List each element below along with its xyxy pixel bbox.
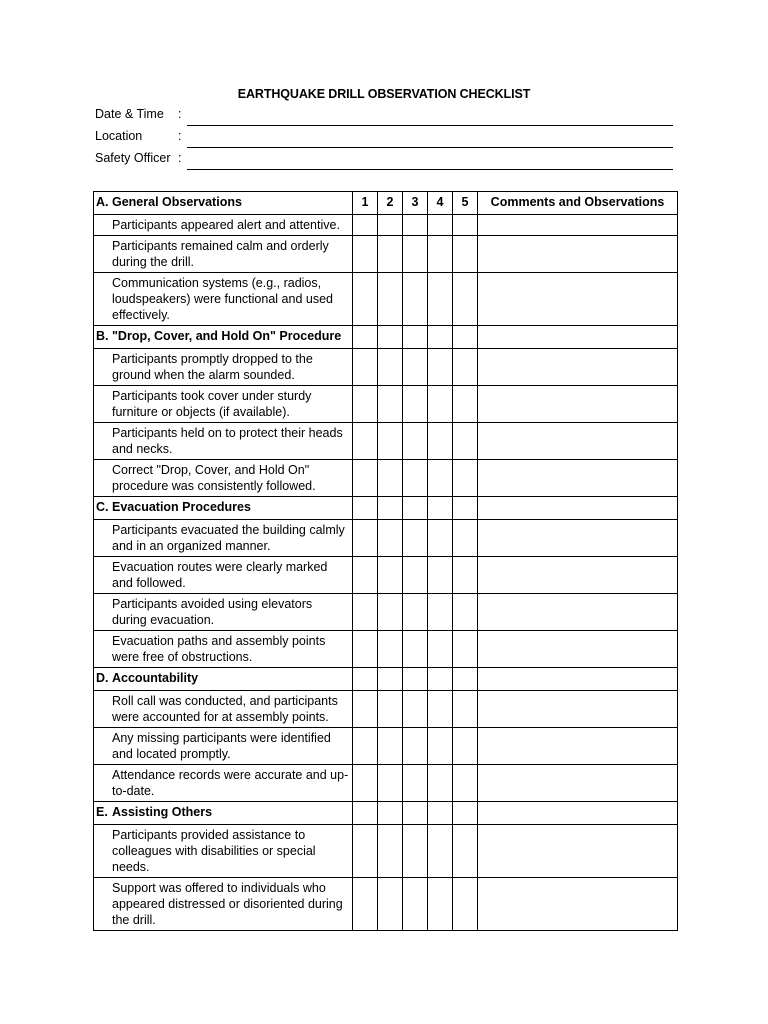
rating-cell-2[interactable]	[378, 460, 403, 497]
checklist-item-text: Participants provided assistance to colleagues with disabilities or special needs.	[94, 825, 353, 878]
rating-cell-5[interactable]	[453, 631, 478, 668]
rating-cell-3[interactable]	[403, 273, 428, 326]
rating-cell-3[interactable]	[403, 349, 428, 386]
rating-cell-1[interactable]	[353, 631, 378, 668]
section-title: "Drop, Cover, and Hold On" Procedure	[112, 329, 342, 343]
rating-cell-4[interactable]	[428, 728, 453, 765]
checklist-item-text: Participants appeared alert and attentive.	[94, 215, 353, 236]
safety-officer-field	[95, 151, 673, 173]
rating-cell-4[interactable]	[428, 423, 453, 460]
rating-cell-4[interactable]	[428, 273, 453, 326]
rating-cell-3[interactable]	[403, 386, 428, 423]
checklist-item-row	[94, 236, 678, 273]
section-title: Assisting Others	[112, 805, 213, 819]
checklist-table	[93, 191, 678, 931]
section-letter: E.	[96, 805, 108, 819]
section-row	[94, 802, 678, 825]
section-row	[94, 326, 678, 349]
rating-cell-2[interactable]	[378, 728, 403, 765]
rating-cell-2[interactable]	[378, 878, 403, 931]
checklist-item-text: Any missing participants were identified and located promptly.	[94, 728, 353, 765]
rating-cell-4[interactable]	[428, 594, 453, 631]
rating-cell	[428, 668, 453, 691]
rating-cell-1[interactable]	[353, 557, 378, 594]
rating-cell-1[interactable]	[353, 765, 378, 802]
checklist-item-text: Participants held on to protect their heads and necks.	[94, 423, 353, 460]
comments-cell[interactable]	[478, 631, 678, 668]
checklist-item-text: Communication systems (e.g., radios, loudspeakers) were functional and used effectively.	[94, 273, 353, 326]
rating-cell-5[interactable]	[453, 423, 478, 460]
comments-cell[interactable]	[478, 215, 678, 236]
section-title: Accountability	[112, 671, 199, 685]
rating-cell-4[interactable]	[428, 557, 453, 594]
rating-cell	[353, 326, 378, 349]
rating-cell-3[interactable]	[403, 878, 428, 931]
checklist-item-row	[94, 386, 678, 423]
comments-cell	[478, 326, 678, 349]
rating-cell-2[interactable]	[378, 215, 403, 236]
date-time-line	[187, 125, 673, 126]
comments-cell[interactable]	[478, 594, 678, 631]
location-field	[95, 129, 673, 151]
checklist-item-text: Participants took cover under sturdy furniture or objects (if available).	[94, 386, 353, 423]
comments-cell[interactable]	[478, 825, 678, 878]
checklist-item-row	[94, 460, 678, 497]
rating-cell-5[interactable]	[453, 825, 478, 878]
rating-cell-1[interactable]	[353, 423, 378, 460]
rating-cell-1[interactable]	[353, 728, 378, 765]
rating-cell-3[interactable]	[403, 728, 428, 765]
rating-cell-1[interactable]	[353, 273, 378, 326]
rating-cell-4[interactable]	[428, 878, 453, 931]
rating-cell-2[interactable]	[378, 349, 403, 386]
rating-cell-2[interactable]	[378, 423, 403, 460]
rating-cell	[353, 497, 378, 520]
rating-cell-3[interactable]	[403, 631, 428, 668]
rating-cell-5[interactable]	[453, 728, 478, 765]
rating-header-5: 5	[453, 192, 478, 215]
rating-cell	[378, 668, 403, 691]
document-title: EARTHQUAKE DRILL OBSERVATION CHECKLIST	[237, 87, 531, 101]
rating-cell-4[interactable]	[428, 460, 453, 497]
rating-cell-2[interactable]	[378, 631, 403, 668]
checklist-item-text: Evacuation paths and assembly points were free of obstructions.	[94, 631, 353, 668]
section-row	[94, 497, 678, 520]
rating-cell-4[interactable]	[428, 349, 453, 386]
comments-cell	[478, 802, 678, 825]
location-line	[187, 147, 673, 148]
comments-cell[interactable]	[478, 691, 678, 728]
comments-cell[interactable]	[478, 236, 678, 273]
rating-cell-5[interactable]	[453, 878, 478, 931]
date-time-colon: :	[178, 107, 182, 121]
rating-cell-3[interactable]	[403, 825, 428, 878]
checklist-item-row	[94, 423, 678, 460]
rating-cell	[403, 326, 428, 349]
comments-cell[interactable]	[478, 728, 678, 765]
rating-cell	[403, 497, 428, 520]
section-title: Evacuation Procedures	[112, 500, 251, 514]
rating-cell-1[interactable]	[353, 520, 378, 557]
rating-cell-1[interactable]	[353, 878, 378, 931]
rating-cell-3[interactable]	[403, 236, 428, 273]
checklist-item-row	[94, 349, 678, 386]
date-time-label: Date & Time	[95, 107, 164, 121]
rating-cell-3[interactable]	[403, 423, 428, 460]
location-colon: :	[178, 129, 182, 143]
comments-cell[interactable]	[478, 765, 678, 802]
rating-cell-4[interactable]	[428, 691, 453, 728]
rating-cell-4[interactable]	[428, 765, 453, 802]
rating-cell-2[interactable]	[378, 386, 403, 423]
comments-cell[interactable]	[478, 520, 678, 557]
section-title-cell	[94, 802, 353, 825]
rating-cell-5[interactable]	[453, 691, 478, 728]
checklist-item-text: Support was offered to individuals who appeared distressed or disoriented during the drill.	[94, 878, 353, 931]
rating-cell-3[interactable]	[403, 557, 428, 594]
rating-cell-5[interactable]	[453, 520, 478, 557]
comments-cell[interactable]	[478, 386, 678, 423]
section-title: General Observations	[112, 195, 242, 209]
checklist-body	[94, 192, 678, 931]
rating-cell-1[interactable]	[353, 349, 378, 386]
rating-cell-2[interactable]	[378, 825, 403, 878]
checklist-item-row	[94, 520, 678, 557]
rating-cell-4[interactable]	[428, 386, 453, 423]
checklist-item-text: Participants avoided using elevators during evacuation.	[94, 594, 353, 631]
comments-cell[interactable]	[478, 349, 678, 386]
rating-cell-1[interactable]	[353, 691, 378, 728]
rating-cell	[453, 326, 478, 349]
rating-cell-1[interactable]	[353, 386, 378, 423]
section-title-cell	[94, 192, 353, 215]
rating-cell-5[interactable]	[453, 557, 478, 594]
rating-cell-5[interactable]	[453, 273, 478, 326]
rating-cell-5[interactable]	[453, 594, 478, 631]
safety-officer-label: Safety Officer	[95, 151, 171, 165]
rating-cell-5[interactable]	[453, 236, 478, 273]
checklist-item-text: Evacuation routes were clearly marked and followed.	[94, 557, 353, 594]
rating-cell-3[interactable]	[403, 594, 428, 631]
section-title-cell	[94, 326, 353, 349]
rating-cell-5[interactable]	[453, 386, 478, 423]
rating-cell-3[interactable]	[403, 520, 428, 557]
rating-header-4: 4	[428, 192, 453, 215]
rating-cell	[453, 802, 478, 825]
rating-cell-5[interactable]	[453, 460, 478, 497]
checklist-item-row	[94, 631, 678, 668]
rating-cell-1[interactable]	[353, 236, 378, 273]
rating-cell-2[interactable]	[378, 520, 403, 557]
rating-cell-1[interactable]	[353, 215, 378, 236]
rating-cell-3[interactable]	[403, 460, 428, 497]
checklist-item-row	[94, 594, 678, 631]
rating-cell	[353, 668, 378, 691]
location-label: Location	[95, 129, 143, 143]
section-letter: D.	[96, 671, 109, 685]
rating-cell	[378, 497, 403, 520]
comments-cell	[478, 668, 678, 691]
rating-cell	[428, 326, 453, 349]
checklist-item-row	[94, 825, 678, 878]
section-letter: B.	[96, 329, 109, 343]
checklist-item-text: Participants evacuated the building calmly and in an organized manner.	[94, 520, 353, 557]
rating-cell	[353, 802, 378, 825]
rating-cell-2[interactable]	[378, 765, 403, 802]
rating-cell-5[interactable]	[453, 349, 478, 386]
rating-cell-1[interactable]	[353, 594, 378, 631]
rating-cell-3[interactable]	[403, 691, 428, 728]
rating-cell	[378, 802, 403, 825]
section-letter: A.	[96, 195, 109, 209]
rating-cell-4[interactable]	[428, 520, 453, 557]
section-title-cell	[94, 668, 353, 691]
rating-cell-4[interactable]	[428, 631, 453, 668]
rating-cell	[403, 668, 428, 691]
rating-cell-1[interactable]	[353, 825, 378, 878]
checklist-item-row	[94, 557, 678, 594]
comments-cell	[478, 497, 678, 520]
rating-cell-3[interactable]	[403, 765, 428, 802]
rating-header-3: 3	[403, 192, 428, 215]
comments-cell[interactable]	[478, 423, 678, 460]
section-row	[94, 668, 678, 691]
comments-cell[interactable]	[478, 273, 678, 326]
safety-officer-colon: :	[178, 151, 182, 165]
checklist-item-text: Participants remained calm and orderly during the drill.	[94, 236, 353, 273]
rating-cell-1[interactable]	[353, 460, 378, 497]
comments-cell[interactable]	[478, 460, 678, 497]
checklist-item-row	[94, 273, 678, 326]
checklist-item-row	[94, 765, 678, 802]
rating-cell	[378, 326, 403, 349]
rating-cell-4[interactable]	[428, 215, 453, 236]
rating-cell	[428, 802, 453, 825]
date-time-field	[95, 107, 673, 129]
checklist-item-row	[94, 691, 678, 728]
checklist-item-row	[94, 878, 678, 931]
checklist-item-text: Attendance records were accurate and up-to-date.	[94, 765, 353, 802]
safety-officer-line	[187, 169, 673, 170]
rating-cell	[403, 802, 428, 825]
rating-cell-2[interactable]	[378, 273, 403, 326]
section-row	[94, 192, 678, 215]
rating-cell-5[interactable]	[453, 215, 478, 236]
rating-cell-2[interactable]	[378, 691, 403, 728]
rating-header-2: 2	[378, 192, 403, 215]
section-title-cell	[94, 497, 353, 520]
checklist-item-text: Participants promptly dropped to the ground when the alarm sounded.	[94, 349, 353, 386]
checklist-item-text: Roll call was conducted, and participants were accounted for at assembly points.	[94, 691, 353, 728]
rating-cell-4[interactable]	[428, 236, 453, 273]
rating-cell-4[interactable]	[428, 825, 453, 878]
comments-cell[interactable]	[478, 878, 678, 931]
comments-cell[interactable]	[478, 557, 678, 594]
rating-cell-3[interactable]	[403, 215, 428, 236]
comments-header: Comments and Observations	[478, 192, 678, 215]
checklist-item-text: Correct "Drop, Cover, and Hold On" procedure was consistently followed.	[94, 460, 353, 497]
rating-header-1: 1	[353, 192, 378, 215]
rating-cell-2[interactable]	[378, 236, 403, 273]
rating-cell-2[interactable]	[378, 594, 403, 631]
rating-cell-5[interactable]	[453, 765, 478, 802]
checklist-item-row	[94, 728, 678, 765]
checklist-item-row	[94, 215, 678, 236]
rating-cell-2[interactable]	[378, 557, 403, 594]
section-letter: C.	[96, 500, 109, 514]
rating-cell	[453, 668, 478, 691]
rating-cell	[453, 497, 478, 520]
rating-cell	[428, 497, 453, 520]
